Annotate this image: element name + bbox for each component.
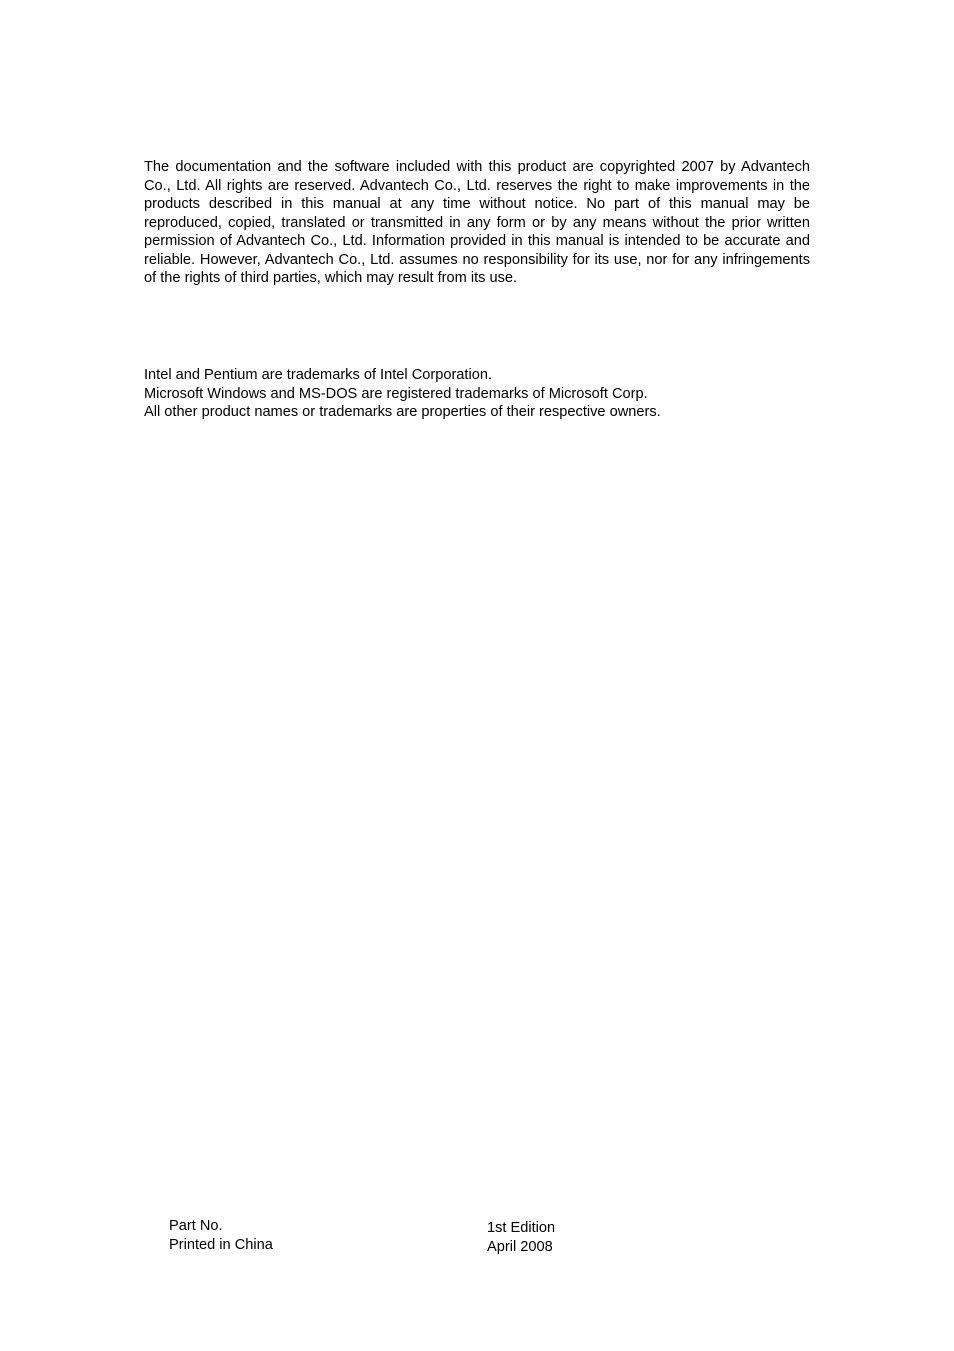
trademark-line-others: All other product names or trademarks are properties of their respective owners. xyxy=(144,404,661,420)
part-number-label: Part No. xyxy=(169,1218,223,1234)
trademark-list xyxy=(144,366,844,422)
copyright-notice: The documentation and the software included with this product are copyrighted 2007 by Advantech Co., Ltd. All rights are reserved. Advantech Co., Ltd. reserves the right to make improvements in the products described in this manual at any time without notice. No part of this manual may be reproduced, copied, translated or transmitted in any form or by any means without the prior written permission of Advantech Co., Ltd. Information provided in this manual is intended to be accurate and reliable. However, Advantech Co., Ltd. assumes no responsibility for its use, nor for any infringements of the rights of third parties, which may result from its use. xyxy=(144,159,810,286)
trademark-line-microsoft: Microsoft Windows and MS-DOS are registered trademarks of Microsoft Corp. xyxy=(144,385,648,402)
edition-label: 1st Edition xyxy=(487,1220,556,1236)
footer-edition-info xyxy=(487,1219,555,1256)
edition-date: April 2008 xyxy=(487,1238,553,1255)
printed-in-label: Printed in China xyxy=(169,1237,273,1253)
trademark-line-intel: Intel and Pentium are trademarks of Intel Corporation. xyxy=(144,367,492,383)
footer-part-info xyxy=(169,1217,273,1255)
